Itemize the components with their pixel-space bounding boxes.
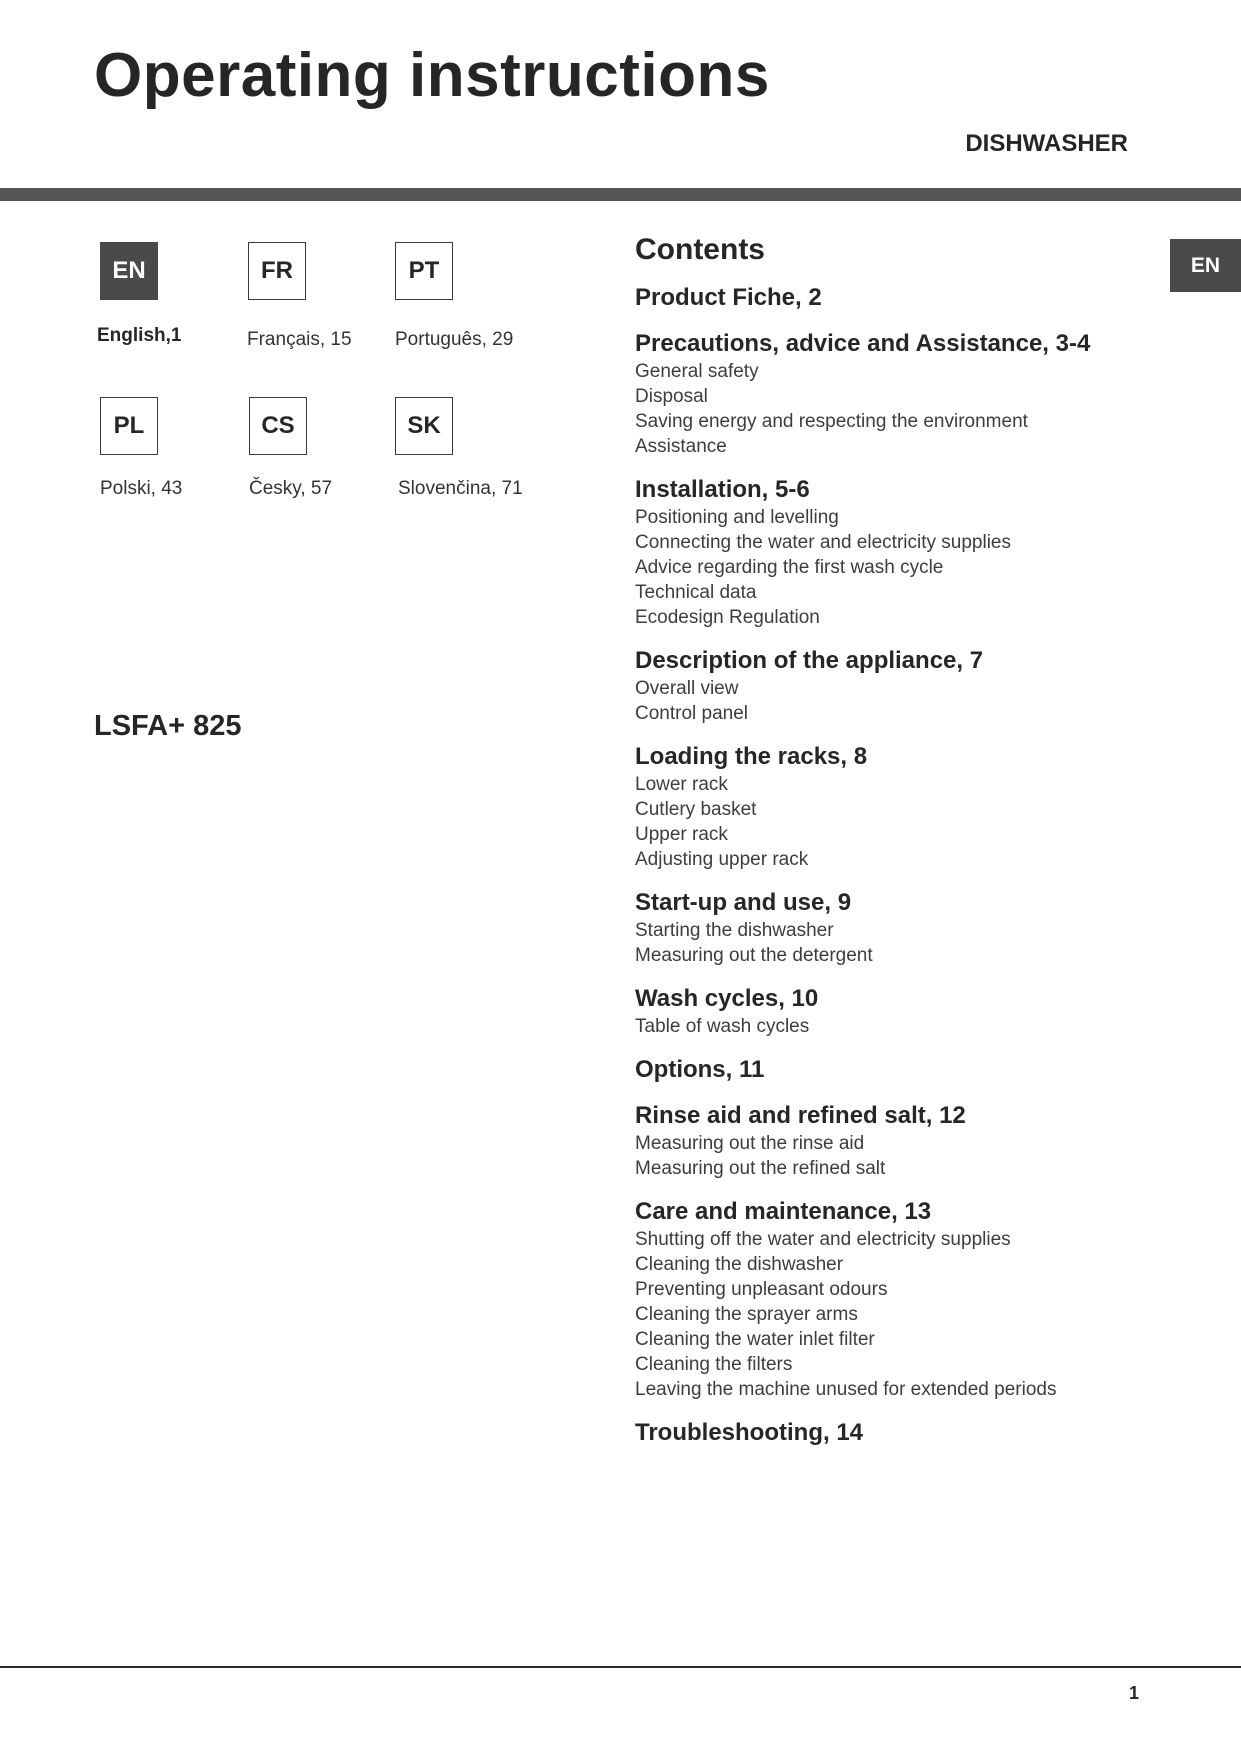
page-number: 1 [1128, 1683, 1139, 1703]
toc-section [635, 1197, 1195, 1402]
toc-subitem[interactable]: Saving energy and respecting the environment [635, 411, 1028, 432]
toc-section [635, 1101, 1195, 1181]
toc-subitem[interactable]: Control panel [635, 703, 749, 724]
toc-subitem[interactable]: Technical data [635, 582, 757, 603]
toc-section [635, 646, 1195, 726]
toc-subitem[interactable]: Table of wash cycles [635, 1016, 810, 1037]
language-label-pl[interactable]: Polski, 43 [100, 478, 183, 499]
toc-subitem[interactable]: Cleaning the filters [635, 1354, 793, 1375]
model-number: LSFA+ 825 [94, 710, 242, 742]
contents-title: Contents [635, 233, 765, 266]
toc-section [635, 283, 1195, 313]
toc-subitem[interactable]: Adjusting upper rack [635, 849, 809, 870]
document-subtitle: DISHWASHER [965, 130, 1128, 157]
toc-subitem[interactable]: Overall view [635, 678, 739, 699]
table-of-contents [635, 233, 1195, 1464]
toc-heading[interactable]: Product Fiche, 2 [635, 284, 822, 311]
toc-subitem[interactable]: General safety [635, 361, 759, 382]
toc-sections [635, 283, 1195, 1448]
toc-heading[interactable]: Start-up and use, 9 [635, 889, 852, 916]
toc-section [635, 1055, 1195, 1085]
language-code-cs[interactable]: CS [249, 397, 307, 455]
toc-section [635, 329, 1195, 459]
toc-subitem[interactable]: Disposal [635, 386, 708, 407]
toc-subitem[interactable]: Cutlery basket [635, 799, 757, 820]
toc-subitem[interactable]: Lower rack [635, 774, 728, 795]
language-label-sk[interactable]: Slovenčina, 71 [398, 478, 523, 499]
toc-subitem[interactable]: Advice regarding the first wash cycle [635, 557, 944, 578]
language-code-en[interactable]: EN [100, 242, 158, 300]
language-code-pl[interactable]: PL [100, 397, 158, 455]
toc-subitem[interactable]: Measuring out the detergent [635, 945, 873, 966]
toc-subitem[interactable]: Starting the dishwasher [635, 920, 834, 941]
toc-subitem[interactable]: Cleaning the sprayer arms [635, 1304, 858, 1325]
language-code-pt[interactable]: PT [395, 242, 453, 300]
toc-subitem[interactable]: Connecting the water and electricity supplies [635, 532, 1011, 553]
language-code-fr[interactable]: FR [248, 242, 306, 300]
toc-heading[interactable]: Precautions, advice and Assistance, 3-4 [635, 330, 1091, 357]
toc-subitem[interactable]: Upper rack [635, 824, 728, 845]
bottom-divider [0, 1666, 1241, 1668]
language-label-en[interactable]: English,1 [97, 325, 182, 346]
toc-section [635, 984, 1195, 1039]
toc-subitem[interactable]: Leaving the machine unused for extended periods [635, 1379, 1057, 1400]
toc-heading[interactable]: Options, 11 [635, 1056, 765, 1083]
toc-subitem[interactable]: Positioning and levelling [635, 507, 839, 528]
toc-heading[interactable]: Wash cycles, 10 [635, 985, 819, 1012]
language-side-tab[interactable]: EN [1170, 239, 1241, 292]
toc-heading[interactable]: Loading the racks, 8 [635, 743, 868, 770]
toc-subitem[interactable]: Measuring out the refined salt [635, 1158, 886, 1179]
toc-heading[interactable]: Description of the appliance, 7 [635, 647, 984, 674]
document-title: Operating instructions [94, 41, 770, 110]
toc-subitem[interactable]: Cleaning the water inlet filter [635, 1329, 875, 1350]
toc-heading[interactable]: Installation, 5-6 [635, 476, 810, 503]
language-selector [0, 0, 600, 520]
toc-subitem[interactable]: Ecodesign Regulation [635, 607, 820, 628]
toc-section [635, 475, 1195, 630]
toc-section [635, 888, 1195, 968]
toc-section [635, 742, 1195, 872]
language-code-sk[interactable]: SK [395, 397, 453, 455]
toc-subitem[interactable]: Shutting off the water and electricity supplies [635, 1229, 1011, 1250]
toc-section [635, 1418, 1195, 1448]
toc-heading[interactable]: Rinse aid and refined salt, 12 [635, 1102, 966, 1129]
toc-subitem[interactable]: Cleaning the dishwasher [635, 1254, 844, 1275]
language-label-cs[interactable]: Česky, 57 [249, 478, 333, 499]
toc-heading[interactable]: Care and maintenance, 13 [635, 1198, 932, 1225]
language-label-fr[interactable]: Français, 15 [247, 329, 352, 350]
toc-subitem[interactable]: Assistance [635, 436, 727, 457]
toc-heading[interactable]: Troubleshooting, 14 [635, 1419, 864, 1446]
language-label-pt[interactable]: Português, 29 [395, 329, 514, 350]
toc-subitem[interactable]: Preventing unpleasant odours [635, 1279, 888, 1300]
toc-subitem[interactable]: Measuring out the rinse aid [635, 1133, 865, 1154]
